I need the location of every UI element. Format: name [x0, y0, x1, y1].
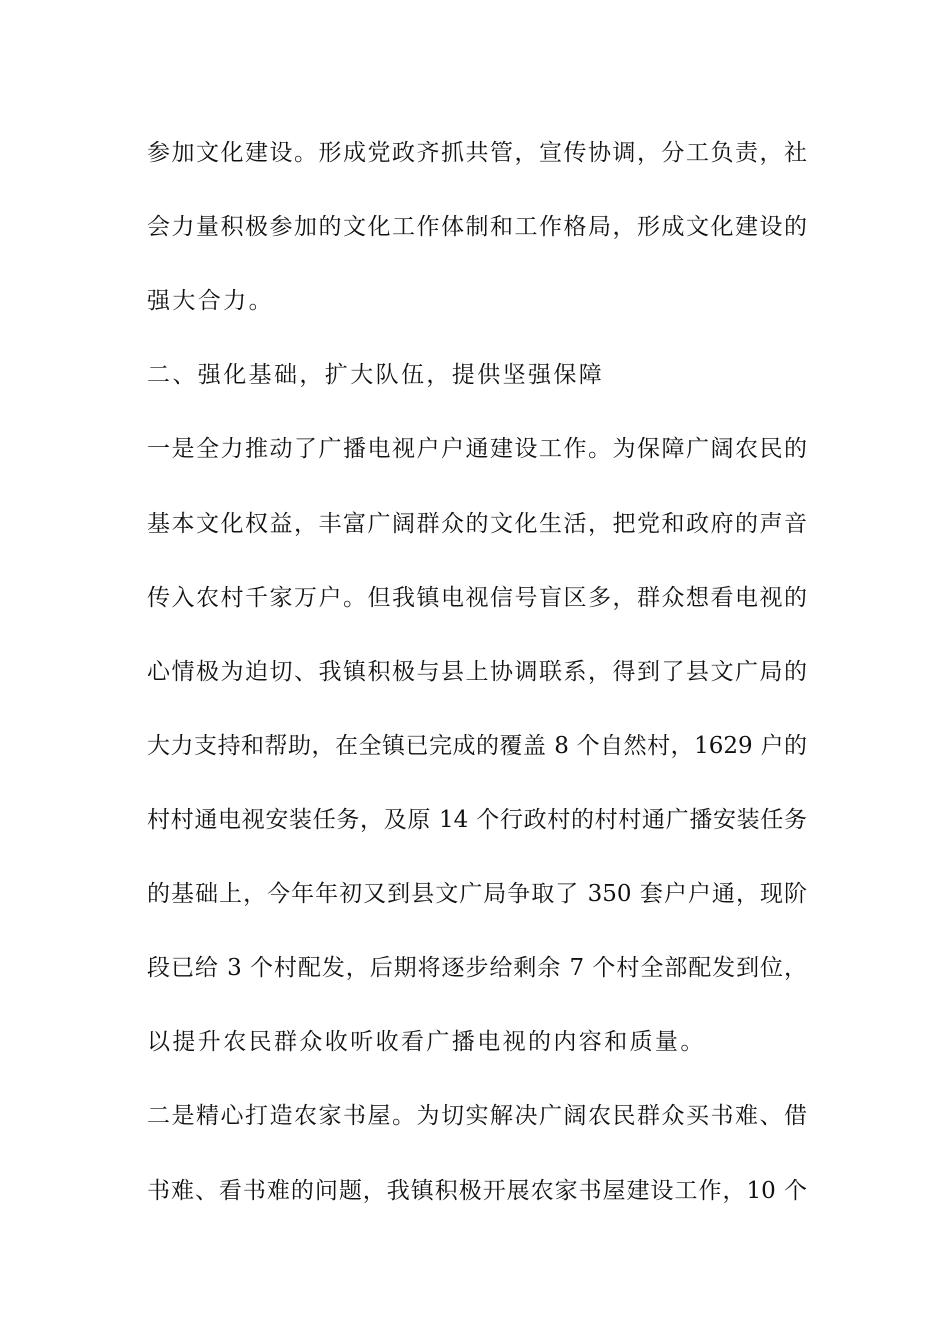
text-line: 大力支持和帮助，在全镇已完成的覆盖 8 个自然村，1629 户的 [147, 733, 807, 759]
text-line: 传入农村千家万户。但我镇电视信号盲区多，群众想看电视的 [147, 585, 807, 611]
text-line: 以提升农民群众收听收看广播电视的内容和质量。 [147, 1029, 706, 1055]
text-line: 基本文化权益，丰富广阔群众的文化生活，把党和政府的声音 [147, 511, 807, 537]
text-line: 一是全力推动了广播电视户户通建设工作。为保障广阔农民的 [147, 436, 807, 462]
section-heading: 二、强化基础，扩大队伍，提供坚强保障 [147, 362, 605, 388]
text-line: 段已给 3 个村配发，后期将逐步给剩余 7 个村全部配发到位， [147, 955, 807, 981]
text-line: 的基础上，今年年初又到县文广局争取了 350 套户户通，现阶 [147, 881, 807, 907]
text-line: 村村通电视安装任务，及原 14 个行政村的村村通广播安装任务 [147, 807, 807, 833]
text-line: 会力量积极参加的文化工作体制和工作格局，形成文化建设的 [147, 214, 807, 240]
text-line: 心情极为迫切、我镇积极与县上协调联系，得到了县文广局的 [147, 659, 807, 685]
text-line: 二是精心打造农家书屋。为切实解决广阔农民群众买书难、借 [147, 1103, 807, 1129]
text-line: 参加文化建设。形成党政齐抓共管，宣传协调，分工负责，社 [147, 140, 807, 166]
text-line: 书难、看书难的问题，我镇积极开展农家书屋建设工作，10 个 [147, 1178, 807, 1204]
text-line: 强大合力。 [147, 288, 274, 314]
